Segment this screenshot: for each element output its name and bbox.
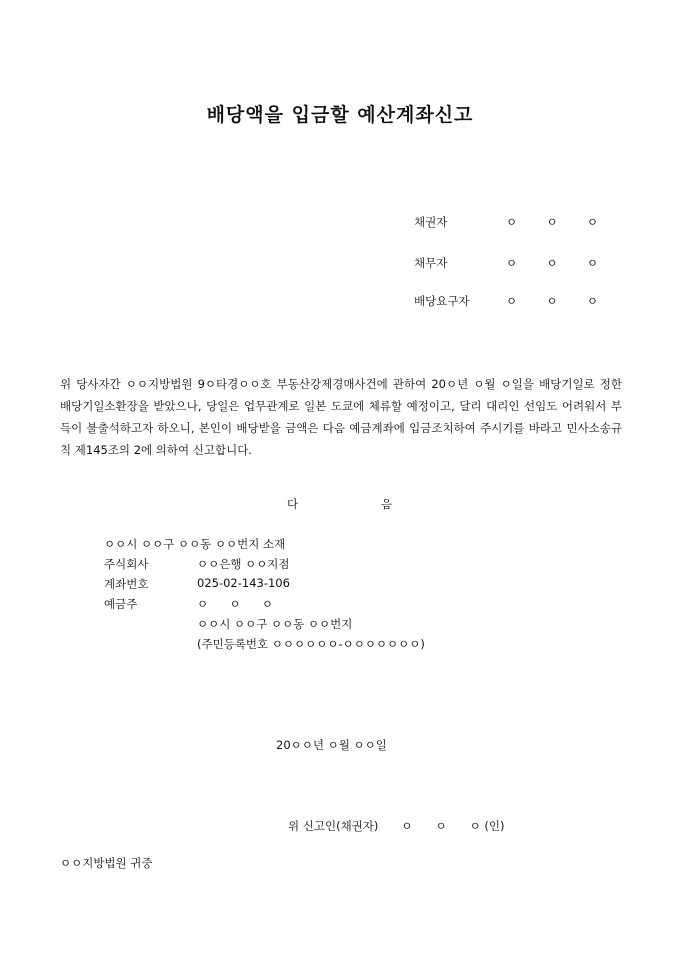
party-label-claimant: 배당요구자: [414, 294, 470, 308]
bank-value: ㅇㅇ은행 ㅇㅇ지점: [197, 557, 290, 571]
account-address: ㅇㅇ시 ㅇㅇ구 ㅇㅇ동 ㅇㅇ번지 소재: [104, 537, 286, 551]
signer-line: 위 신고인(채권자) ㅇ ㅇ ㅇ (인): [288, 819, 505, 833]
party-name-creditor: ㅇ ㅇ ㅇ: [506, 215, 598, 229]
court-addressee: ㅇㅇ지방법원 귀중: [60, 856, 153, 870]
holder-label: 예금주: [104, 597, 138, 611]
party-name-debtor: ㅇ ㅇ ㅇ: [506, 256, 598, 270]
holder-id-number: (주민등록번호 ㅇㅇㅇㅇㅇㅇ-ㅇㅇㅇㅇㅇㅇㅇ): [197, 637, 425, 651]
account-number-label: 계좌번호: [104, 577, 149, 591]
notice-heading-right: 음: [381, 497, 393, 511]
account-number-value: 025-02-143-106: [197, 576, 290, 590]
holder-address: ㅇㅇ시 ㅇㅇ구 ㅇㅇ동 ㅇㅇ번지: [197, 617, 353, 631]
party-label-debtor: 채무자: [414, 256, 448, 270]
notice-heading-left: 다: [287, 497, 299, 511]
document-title: 배당액을 입금할 예산계좌신고: [206, 104, 474, 126]
document-date: 20ㅇㅇ년 ㅇ월 ㅇㅇ일: [276, 738, 387, 752]
party-label-creditor: 채권자: [414, 215, 448, 229]
party-name-claimant: ㅇ ㅇ ㅇ: [506, 294, 598, 308]
body-paragraph: 위 당사자간 ㅇㅇ지방법원 9ㅇ타경ㅇㅇ호 부동산강제경매사건에 관하여 20ㅇ년 ㅇ월 ㅇ일을 배당기일로 정한 배당기일소환장을 받았으나, 당일은 업무관계로 일본 도쿄에 체류할 예정이고, 달리 대리인 선임도 어려워서 부득이 불출석하고자 하오니, 본인이 배당받을 금액은 다음 예금계좌에 입금조치하여 주시기를 바라고 민사소송규칙 제145조의 2에 의하여 신고합니다.: [60, 377, 622, 457]
bank-label: 주식회사: [104, 557, 149, 571]
holder-name: ㅇ ㅇ ㅇ: [197, 597, 273, 611]
